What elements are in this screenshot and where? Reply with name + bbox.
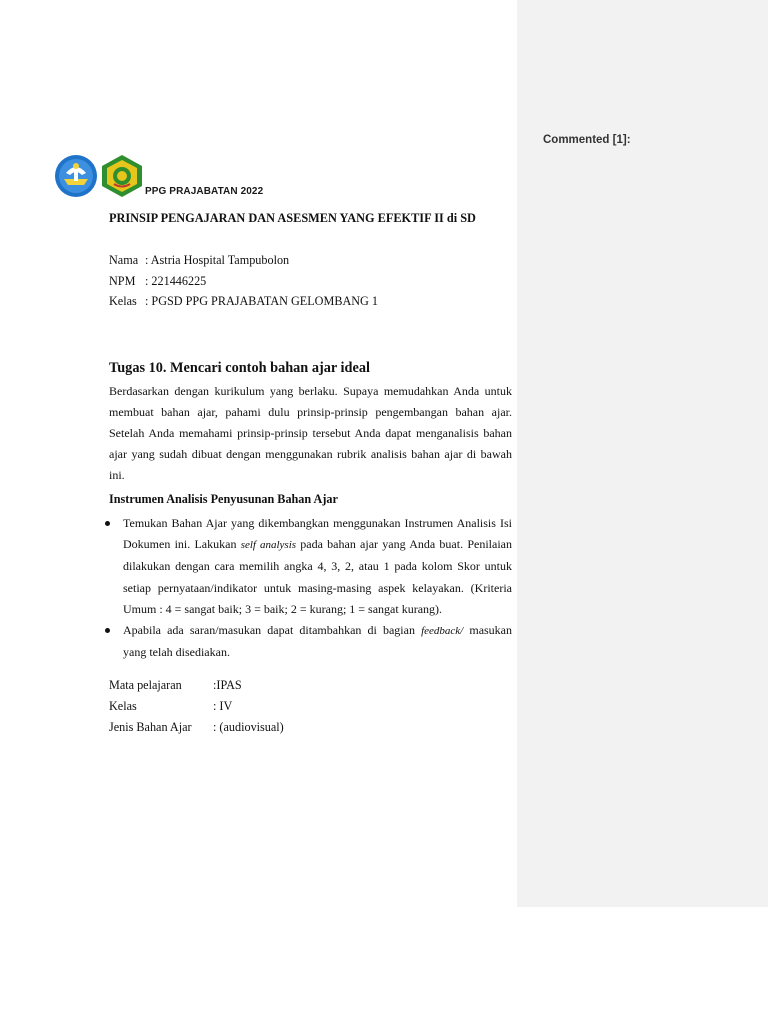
task-intro: Berdasarkan dengan kurikulum yang berlaku. Supaya memudahkan Anda untuk membuat bahan ajar, pahami dulu prinsip-prinsip pengembangan bahan ajar. Setelah Anda memahami prinsip-prinsip tersebut Anda dapat menganalisis bahan ajar yang sudah dibuat dengan menggunakan rubrik analisis bahan ajar di bawah ini. (109, 384, 512, 482)
list-item (123, 513, 512, 620)
comment-title[interactable]: Commented [1]: (543, 134, 631, 146)
bullet1-text-b: pada bahan ajar yang Anda buat. Penilaian dilakukan dengan cara memilih angka 4, 3, 2, atau 1 pada kolom Skor untuk setiap pernyataan/indikator untuk masing-masing aspek kelayakan. (Kriteria Umum : 4 = sangat baik; 3 = baik; 2 = kurang; 1 = sangat kurang). (123, 537, 512, 616)
info-key: Jenis Bahan Ajar (109, 720, 192, 734)
info-key: Mata pelajaran (109, 678, 182, 692)
identity-row-kelas (109, 294, 378, 315)
bullet2-text-b: masukan yang telah disediakan. (123, 623, 513, 660)
identity-key: Nama (109, 253, 139, 267)
bullet2-italic: feedback/ (421, 625, 464, 638)
info-value: : IV (213, 699, 233, 713)
subject-info-table (109, 678, 284, 741)
task-heading: Tugas 10. Mencari contoh bahan ajar ideal (109, 360, 370, 376)
bullet1-text-a: Temukan Bahan Ajar yang dikembangkan menggunakan Instrumen Analisis Isi Dokumen ini. Lakukan (123, 516, 512, 552)
info-row-kelas (109, 699, 284, 720)
identity-key: NPM (109, 273, 136, 288)
bullet-icon (105, 521, 110, 526)
info-row-jenis (109, 720, 284, 741)
list-item (123, 620, 512, 663)
identity-value: : PGSD PPG PRAJABATAN GELOMBANG 1 (145, 294, 378, 308)
info-value: :IPAS (213, 678, 242, 692)
kemendikbud-logo (54, 153, 98, 199)
identity-table (109, 253, 378, 315)
identity-value: : 221446225 (145, 273, 207, 288)
info-row-mapel (109, 678, 284, 699)
identity-row-nama (109, 253, 378, 274)
identity-value: : Astria Hospital Tampubolon (145, 253, 290, 267)
instrument-list (123, 513, 512, 663)
info-value: : (audiovisual) (213, 720, 284, 734)
bullet1-italic: self analysis (240, 539, 297, 552)
ppg-label: PPG PRAJABATAN 2022 (145, 186, 264, 197)
identity-row-npm (109, 274, 378, 295)
identity-key: Kelas (109, 294, 137, 308)
document-title: PRINSIP PENGAJARAN DAN ASESMEN YANG EFEKTIF II di SD (109, 211, 476, 225)
info-key: Kelas (109, 699, 137, 713)
instrument-heading: Instrumen Analisis Penyusunan Bahan Ajar (109, 492, 338, 506)
bullet2-text-a: Apabila ada saran/masukan dapat ditambahkan di bagian (123, 623, 422, 638)
university-logo (100, 154, 144, 198)
bullet-icon (105, 628, 110, 633)
